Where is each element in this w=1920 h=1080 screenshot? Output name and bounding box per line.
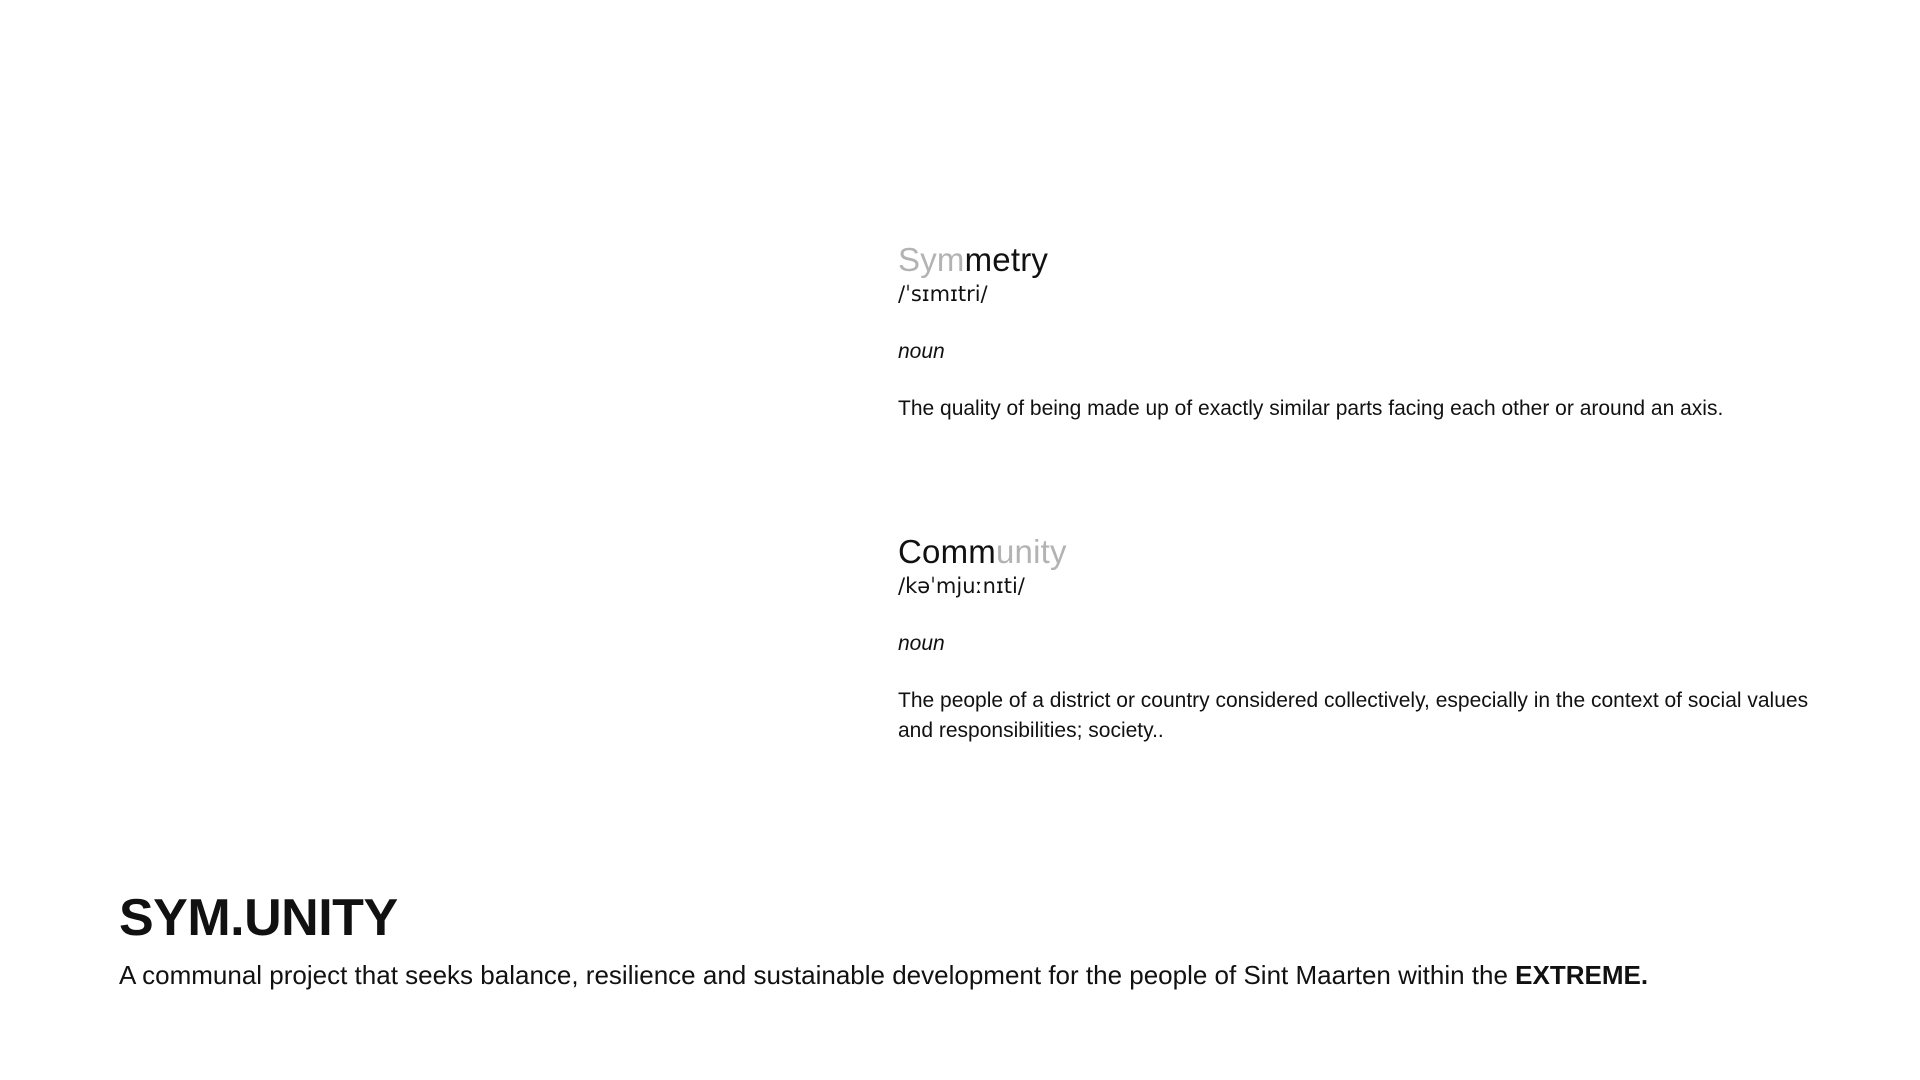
project-block bbox=[119, 888, 1819, 992]
part-of-speech-symmetry: noun bbox=[898, 340, 945, 363]
project-description-text: A communal project that seeks balance, resilience and sustainable development for the people of Sint Maarten within the bbox=[119, 960, 1508, 990]
project-title: SYM.UNITY bbox=[119, 889, 398, 947]
term-faded-part: Sym bbox=[898, 241, 965, 278]
term-strong-part: metry bbox=[964, 241, 1049, 278]
project-description bbox=[119, 958, 1819, 992]
project-description-emphasis: EXTREME. bbox=[1515, 960, 1649, 990]
meaning-community: The people of a district or country considered collectively, especially in the context of social values and responsibilities; society.. bbox=[898, 689, 1809, 742]
part-of-speech-community: noun bbox=[898, 632, 945, 655]
term-community bbox=[898, 532, 1818, 572]
term-faded-part: unity bbox=[995, 533, 1067, 570]
phonetic-symmetry: /ˈsɪmɪtri/ bbox=[898, 282, 988, 306]
term-symmetry bbox=[898, 240, 1818, 280]
definition-community bbox=[898, 532, 1818, 746]
meaning-symmetry: The quality of being made up of exactly similar parts facing each other or around an axis. bbox=[898, 397, 1724, 420]
definition-symmetry bbox=[898, 240, 1818, 424]
term-strong-part: Comm bbox=[898, 533, 996, 570]
phonetic-community: /kəˈmjuːnɪti/ bbox=[898, 574, 1025, 598]
